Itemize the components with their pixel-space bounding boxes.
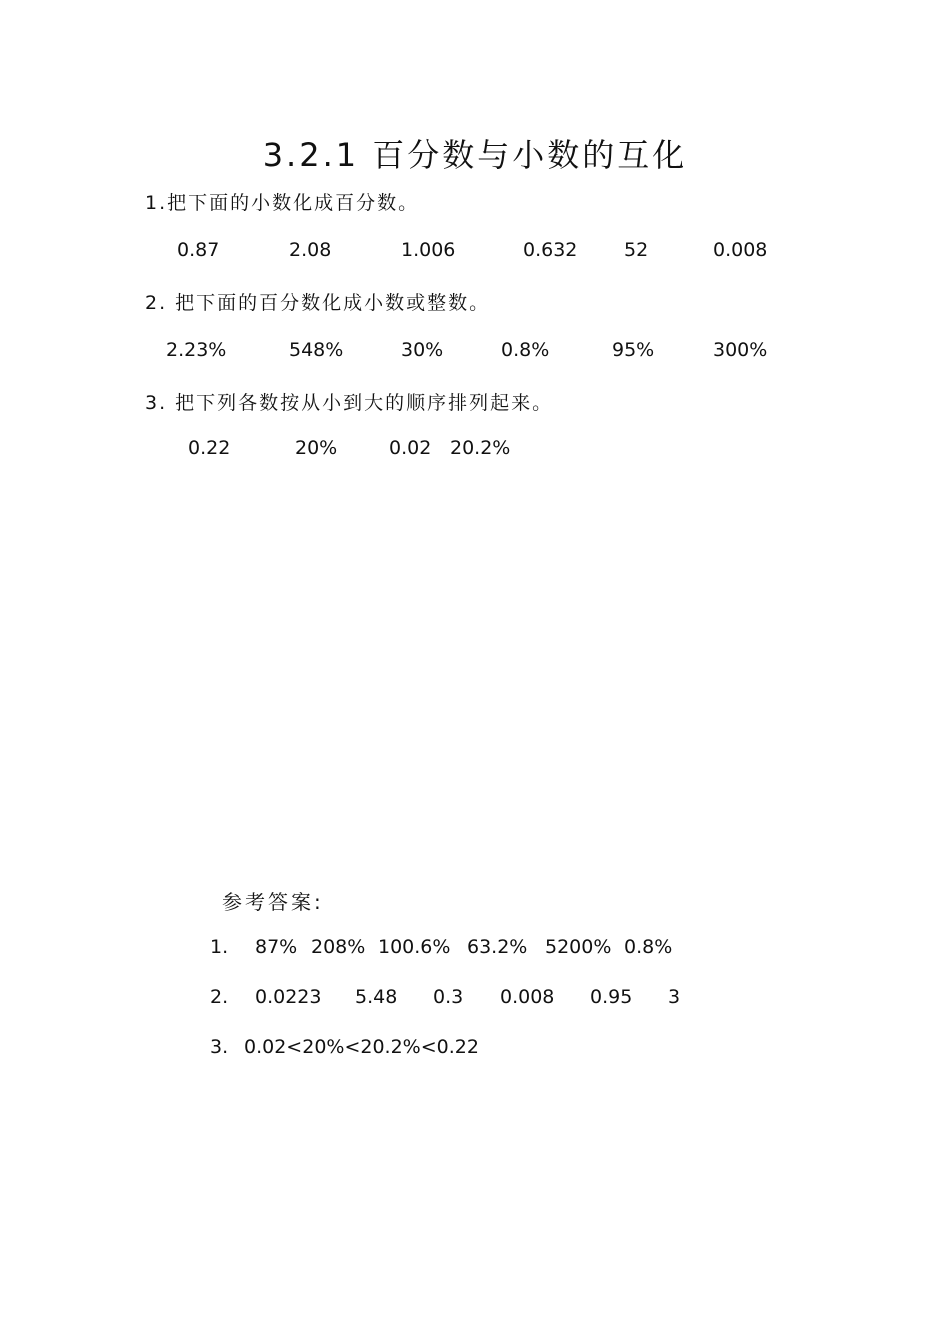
q2-item: 300% [713,339,768,361]
answer-1-item: 208% [311,936,366,958]
answers-heading: 参考答案: [222,890,324,914]
answer-2-item: 0.3 [433,986,464,1008]
q3-item: 0.22 [188,437,231,459]
answer-1-number: 1. [210,936,229,958]
q3-item: 20.2% [450,437,511,459]
answer-1-item: 63.2% [467,936,528,958]
question-3-prompt: 3. 把下列各数按从小到大的顺序排列起来。 [145,392,554,414]
question-1-prompt: 1.把下面的小数化成百分数。 [145,192,420,214]
q3-item: 0.02 [389,437,432,459]
question-2-prompt: 2. 把下面的百分数化成小数或整数。 [145,292,491,314]
answer-1-item: 5200% [545,936,612,958]
answer-2-item: 0.95 [590,986,633,1008]
q2-item: 30% [401,339,444,361]
answer-1-item: 0.8% [624,936,673,958]
q2-item: 2.23% [166,339,227,361]
answer-3-number: 3. [210,1036,229,1058]
q1-item: 2.08 [289,239,332,261]
q1-item: 52 [624,239,649,261]
q2-item: 548% [289,339,344,361]
answer-2-item: 3 [668,986,681,1008]
q2-item: 95% [612,339,655,361]
answer-2-number: 2. [210,986,229,1008]
q1-item: 1.006 [401,239,456,261]
answer-2-item: 0.0223 [255,986,322,1008]
q1-item: 0.87 [177,239,220,261]
answer-2-item: 0.008 [500,986,555,1008]
q2-item: 0.8% [501,339,550,361]
answer-3-text: 0.02<20%<20.2%<0.22 [244,1036,479,1058]
page-title: 3.2.1 百分数与小数的互化 [262,136,688,174]
q3-item: 20% [295,437,338,459]
answer-1-item: 100.6% [378,936,451,958]
q1-item: 0.632 [523,239,578,261]
q1-item: 0.008 [713,239,768,261]
answer-2-item: 5.48 [355,986,398,1008]
answer-1-item: 87% [255,936,298,958]
